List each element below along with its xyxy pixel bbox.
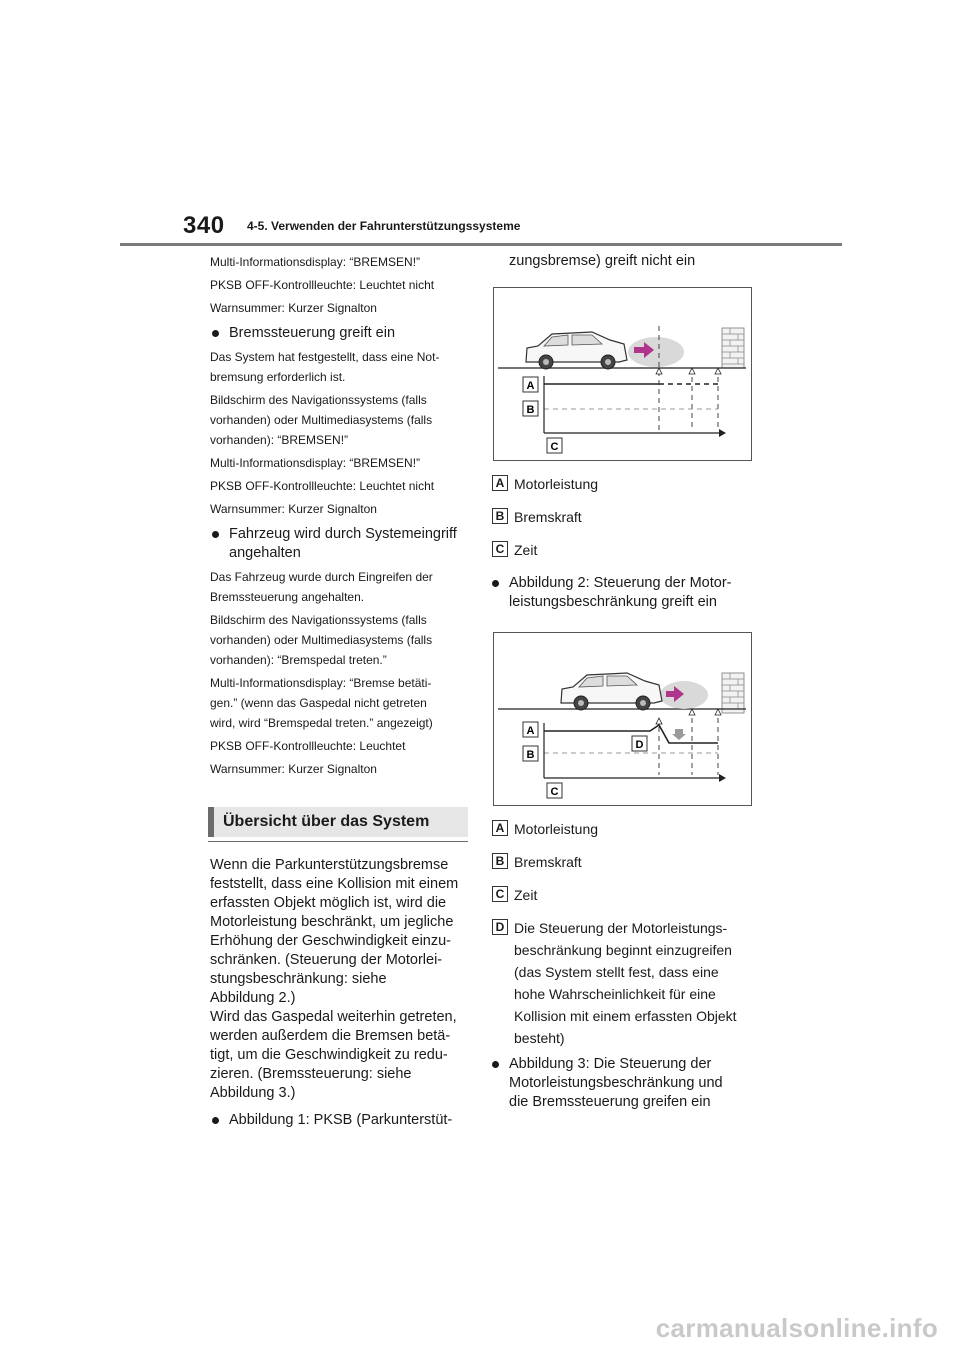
legend-text: Zeit [514,887,538,903]
text-line: Das Fahrzeug wurde durch Eingreifen der [210,570,433,584]
bullet-brake-control: Bremssteuerung greift ein [210,324,472,343]
overview-line: Motorleistung beschränkt, um jegliche [210,914,454,930]
legend-item [490,473,760,506]
legend-item [490,818,760,851]
legend-item [490,506,760,539]
bullet-line: Abbildung 2: Steuerung der Motor- [509,575,732,591]
legend-text: Motorleistung [514,821,599,837]
marker-triangle [689,368,695,374]
heading-rule [208,841,468,842]
legend-text: Zeit [514,542,538,558]
overview-line: Abbildung 3.) [210,1085,296,1101]
text-line: vorhanden): “Bremspedal treten.” [210,653,387,667]
overview-line: erfassten Objekt möglich ist, wird die [210,895,447,911]
figure1-label-c: C [550,441,559,453]
legend-item [490,539,760,572]
marker-triangle [656,368,662,374]
overview-line: Erhöhung der Geschwindigkeit einzu- [210,933,451,949]
text-line: Das System hat festgestellt, dass eine Not- [210,350,440,364]
bullet-figure2 [490,574,760,612]
bullet-title-line: angehalten [229,545,301,561]
limit-arrow-icon [672,729,686,740]
overview-line: schränken. (Steuerung der Motorlei- [210,952,443,968]
legend-d-line: Kollision mit einem erfassten Objekt [514,1008,737,1024]
legend-badge: C [492,886,508,902]
overview-line: Wenn die Parkunterstützungsbremse [210,857,449,873]
figure2-diagram [493,632,752,806]
text-line: vorhanden) oder Multimediasystems (falls [210,413,433,427]
left-column [210,252,472,1134]
figure2-label-d: D [635,739,644,751]
right-column [490,252,760,1116]
figure1-diagram [493,287,752,461]
legend-badge: D [492,919,508,935]
text-line: Bildschirm des Navigationssystems (falls [210,613,427,627]
legend-item [490,851,760,884]
figure2-label-c: C [550,786,559,798]
bullet-figure3 [490,1055,760,1112]
text-line: wird, wird “Bremspedal treten.” angezeigt) [210,716,433,730]
legend-text: Bremskraft [514,509,582,525]
legend-item [490,884,760,917]
overview-line: tigt, um die Geschwindigkeit zu redu- [210,1047,448,1063]
legend-badge: B [492,508,508,524]
page-number: 340 [183,212,225,239]
legend-badge: C [492,541,508,557]
bullet-line: Motorleistungsbeschränkung und [509,1075,723,1091]
bullet-line: leistungsbeschränkung greift ein [509,594,717,610]
time-axis-arrow [719,774,726,782]
text-line: Warnsummer: Kurzer Signalton [210,502,377,516]
legend-badge: A [492,475,508,491]
legend-item-d [490,917,760,1049]
legend-d-line: besteht) [514,1030,565,1046]
overview-line: werden außerdem die Bremsen betä- [210,1028,451,1044]
text-line: PKSB OFF-Kontrollleuchte: Leuchtet nicht [210,479,435,493]
marker-triangle [715,368,721,374]
overview-line: Abbildung 2.) [210,990,296,1006]
overview-line: stungsbeschränkung: siehe [210,971,387,987]
figure1-svg [494,288,751,460]
text-line: Warnsummer: Kurzer Signalton [210,762,377,776]
text-line: Bremssteuerung angehalten. [210,590,365,604]
text-line: Warnsummer: Kurzer Signalton [210,301,377,315]
text-line: PKSB OFF-Kontrollleuchte: Leuchtet [210,739,406,753]
legend-d-line: beschränkung beginnt einzugreifen [514,942,732,958]
text-line: gen.” (wenn das Gaspedal nicht getreten [210,696,427,710]
legend-d-line: Die Steuerung der Motorleistungs- [514,920,728,936]
watermark: carmanualsonline.info [655,1313,938,1343]
figure1-continuation: zungsbremse) greift nicht ein [509,253,696,269]
bullet-line: Abbildung 3: Die Steuerung der [509,1056,712,1072]
header-rule [120,243,842,246]
brick-wall-icon [722,673,744,713]
overview-heading: Übersicht über das System [208,807,468,837]
text-line: PKSB OFF-Kontrollleuchte: Leuchtet nicht [210,278,435,292]
overview-line: feststellt, dass eine Kollision mit einem [210,876,459,892]
text-line: vorhanden): “BREMSEN!” [210,433,349,447]
text-line: bremsung erforderlich ist. [210,370,346,384]
brick-wall-icon [722,328,744,368]
car-icon [561,673,662,710]
text-line: Multi-Informationsdisplay: “Bremse betäti- [210,676,432,690]
text-line: Multi-Informationsdisplay: “BREMSEN!” [210,456,421,470]
legend-d-line: hohe Wahrscheinlichkeit für eine [514,986,716,1002]
legend-text: Motorleistung [514,476,599,492]
text-line: Bildschirm des Navigationssystems (falls [210,393,427,407]
bullet-title-line: Fahrzeug wird durch Systemeingriff [229,526,457,542]
bullet-vehicle-stopped [210,525,472,563]
marker-triangle [715,709,721,715]
overview-line: Wird das Gaspedal weiterhin getreten, [210,1009,457,1025]
figure1-label-b: B [526,404,535,416]
section-title: 4-5. Verwenden der Fahrunterstützungssysteme [247,219,521,233]
time-axis-arrow [719,429,726,437]
legend-text: Bremskraft [514,854,582,870]
text-line: vorhanden) oder Multimediasystems (falls [210,633,433,647]
figure2-label-b: B [526,749,535,761]
figure1-label-a: A [526,380,535,392]
marker-triangle [656,718,662,724]
bullet-line: die Bremssteuerung greifen ein [509,1094,711,1110]
figure2-svg [494,633,751,805]
legend-badge: A [492,820,508,836]
car-icon [526,332,627,369]
figure2-label-a: A [526,725,535,737]
bullet-figure1: Abbildung 1: PKSB (Parkunterstüt- [210,1111,472,1130]
overview-line: zieren. (Bremssteuerung: siehe [210,1066,412,1082]
legend-d-line: (das System stellt fest, dass eine [514,964,719,980]
text-line: Multi-Informationsdisplay: “BREMSEN!” [210,255,421,269]
marker-triangle [689,709,695,715]
legend-badge: B [492,853,508,869]
